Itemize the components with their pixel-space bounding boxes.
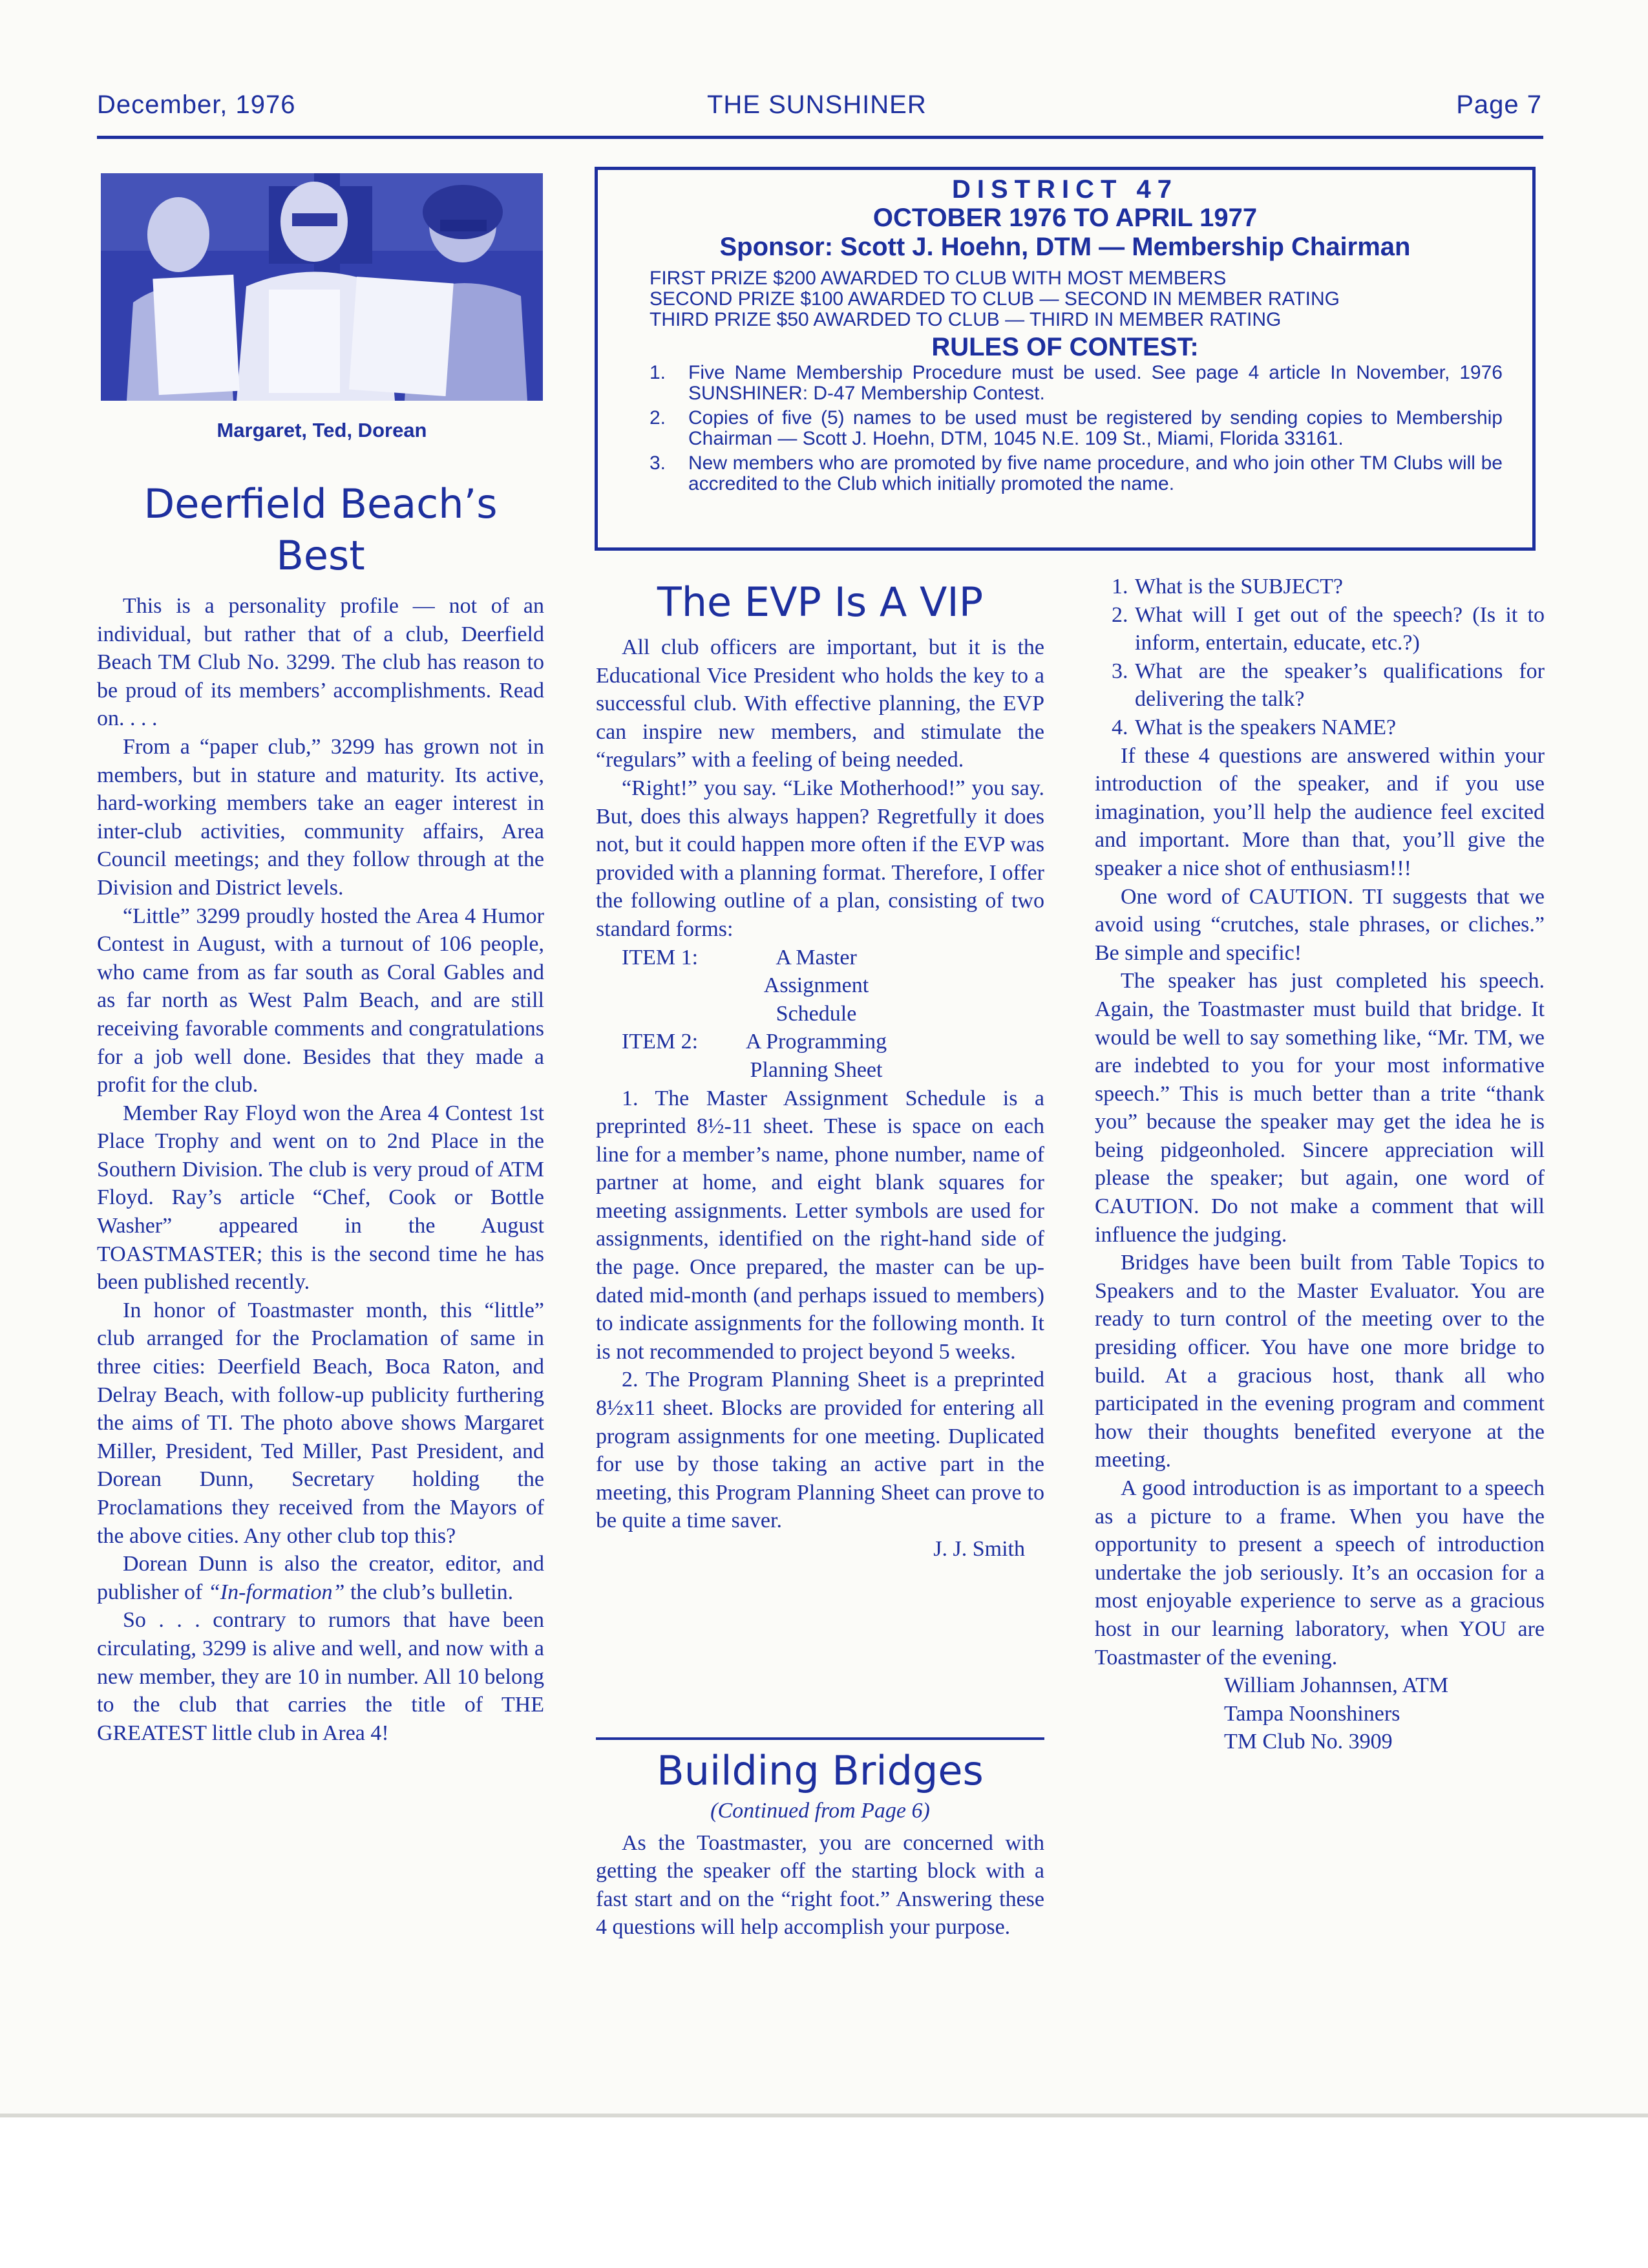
rule-number: 1. xyxy=(650,362,666,383)
closing-line: William Johannsen, ATM xyxy=(1224,1673,1449,1698)
question-text: What is the SUBJECT? xyxy=(1135,575,1344,599)
rule-item xyxy=(598,453,1503,494)
paragraph xyxy=(97,1550,544,1606)
question-list xyxy=(1095,573,1545,742)
contest-box xyxy=(595,167,1536,551)
closing-line: TM Club No. 3909 xyxy=(1224,1730,1393,1754)
article-bridges xyxy=(596,1745,1044,1942)
paragraph: “Right!” you say. “Like Motherhood!” you say. But, does this always happen? Regretfully it does not, but it could happen more often if the EVP was provided with a planning format. Therefore, I offer the following outline of a plan, consisting of two standard forms: xyxy=(596,776,1044,941)
item-list xyxy=(596,944,1044,1085)
paragraph: 2. The Program Planning Sheet is a preprinted 8½x11 sheet. Blocks are provided for entering all program assignments for one meeting. Duplicated for use by those taking an active part in the meeting, this Program Planning Sheet can prove to be quite a time saver. xyxy=(596,1368,1044,1533)
item-row xyxy=(596,944,1044,1028)
prize-line: THIRD PRIZE $50 AWARDED TO CLUB — THIRD IN MEMBER RATING xyxy=(650,309,1282,330)
question-item xyxy=(1095,714,1545,742)
bulletin-name: “In-formation” xyxy=(207,1580,345,1604)
rule-text: Copies of five (5) names to be used must be registered by sending copies to Membership Chairman — Scott J. Hoehn, DTM, 1045 N.E. 109 St., Miami, Florida 33161. xyxy=(688,407,1503,449)
contest-dates: OCTOBER 1976 TO APRIL 1977 xyxy=(872,204,1258,232)
question-item xyxy=(1095,601,1545,657)
question-number: 1. xyxy=(1112,575,1128,599)
item-label: ITEM 2: xyxy=(622,1030,699,1054)
photo-image xyxy=(101,173,543,401)
rule-text: Five Name Membership Procedure must be used. See page 4 article In November, 1976 SUNSHINER: D-47 Membership Contest. xyxy=(688,362,1503,404)
page-number: Page 7 xyxy=(1456,90,1542,119)
rule-number: 3. xyxy=(650,452,666,474)
page-edge xyxy=(0,2114,1648,2117)
section-divider xyxy=(596,1737,1044,1740)
item-row xyxy=(596,1028,1044,1084)
paragraph: Bridges have been built from Table Topics to Speakers and to the Master Evaluator. You are ready to turn control of the meeting over to the presiding officer. You have one more bridge to build. At a gracious host, thank all who participated in the evening program and comment how their thoughts benefited everyone at the meeting. xyxy=(1095,1251,1545,1472)
paragraph: A good introduction is as important to a speech as a picture to a frame. When you have the opportunity to present a speech of introduction undertake the job seriously. It’s an occasion for a most enjoyable experience to serve as a gracious host in our learning laboratory, when YOU are Toastmaster of the evening. xyxy=(1095,1476,1545,1669)
prize-line: FIRST PRIZE $200 AWARDED TO CLUB WITH MOST MEMBERS xyxy=(650,268,1227,289)
issue-date: December, 1976 xyxy=(97,90,296,119)
article-evp xyxy=(596,577,1044,1563)
rule-item xyxy=(598,363,1503,404)
continued-note: (Continued from Page 6) xyxy=(710,1799,930,1823)
question-text: What are the speaker’s qualifications for delivering the talk? xyxy=(1135,659,1545,712)
paragraph: In honor of Toastmaster month, this “little” club arranged for the Proclamation of same in three cities: Deerfield Beach, Boca Raton, and Delray Beach, with follow-up publicity furthering the aims of TI. The photo above shows Margaret Miller, President, Ted Miller, Past President, and Dorean Dunn, Secretary holding the Proclamations they received from the Mayors of the above cities. Any other club top this? xyxy=(97,1298,544,1548)
item-text: A Programming Planning Sheet xyxy=(745,1030,887,1082)
rules-list xyxy=(598,363,1532,494)
rule-item xyxy=(598,408,1503,449)
question-item xyxy=(1095,573,1545,601)
article-title: Building Bridges xyxy=(657,1747,984,1794)
author-signature: J. J. Smith xyxy=(933,1537,1025,1561)
paragraph: The speaker has just completed his speech. Again, the Toastmaster must build that bridge. It would be well to say something like, “Mr. TM, we are indebted to you for your most informative speech.” This is much better than a trite “thank you” because the speaker may get the idea he is being pidgeonholed. Sincere appreciation will please the speaker; but again, one word of CAUTION. Do not make a comment that will influence the judging. xyxy=(1095,969,1545,1247)
question-text: What is the speakers NAME? xyxy=(1135,715,1397,739)
rule-text: New members who are promoted by five name procedure, and who join other TM Clubs will be accredited to the Club which initially promoted the name. xyxy=(688,452,1503,494)
paragraph: From a “paper club,” 3299 has grown not in members, but in stature and maturity. Its active, hard-working members take an eager interest in inter-club activities, community affairs, Area Council meetings; and they follow through at the Division and District levels. xyxy=(97,734,544,900)
paragraph-text: the club’s bulletin. xyxy=(344,1580,514,1604)
prize-list xyxy=(598,268,1532,330)
article-deerfield xyxy=(97,478,544,1747)
rule-number: 2. xyxy=(650,407,666,429)
question-number: 3. xyxy=(1112,659,1128,683)
photo-caption: Margaret, Ted, Dorean xyxy=(217,419,427,441)
article-title: The EVP Is A VIP xyxy=(657,578,984,626)
question-item xyxy=(1095,657,1545,714)
article-bridges-continued xyxy=(1095,573,1545,1756)
paragraph: One word of CAUTION. TI suggests that we avoid using “crutches, stale phrases, or cliches.” Be simple and specific! xyxy=(1095,884,1545,965)
paragraph: Member Ray Floyd won the Area 4 Contest 1st Place Trophy and went on to 2nd Place in the Southern Division. The club is very proud of ATM Floyd. Ray’s article “Chef, Cook or Bottle Washer” appeared in the August TOASTMASTER; this is the second time he has been published recently. xyxy=(97,1101,544,1295)
item-label: ITEM 1: xyxy=(622,945,699,970)
question-text: What will I get out of the speech? (Is it to inform, entertain, educate, etc.?) xyxy=(1135,602,1545,655)
paragraph: This is a personality profile — not of an individual, but rather that of a club, Deerfield Beach TM Club No. 3299. The club has reason to be proud of its members’ accomplishments. Read on. . . . xyxy=(97,594,544,731)
question-number: 4. xyxy=(1112,715,1128,739)
contest-district: DISTRICT 47 xyxy=(951,175,1179,204)
closing-line: Tampa Noonshiners xyxy=(1224,1701,1400,1726)
paragraph: As the Toastmaster, you are concerned with getting the speaker off the starting block with a fast start and on the “right foot.” Answering these 4 questions will help accomplish your purpose. xyxy=(596,1830,1044,1940)
club-photo xyxy=(101,173,543,401)
question-number: 2. xyxy=(1112,602,1128,627)
paragraph: If these 4 questions are answered within your introduction of the speaker, and if you use imagination, you’ll help the audience feel excited and important. More than that, you’ll give the speaker a nice shot of enthusiasm!!! xyxy=(1095,743,1545,880)
paragraph: “Little” 3299 proudly hosted the Area 4 Humor Contest in August, with a turnout of 106 people, who came from as far south as Coral Gables and as far north as West Palm Beach, and are still receiving favorable comments and congratulations for a job well done. Besides that they made a profit for the club. xyxy=(97,904,544,1097)
publication-title: THE SUNSHINER xyxy=(707,90,927,119)
paragraph: 1. The Master Assignment Schedule is a preprinted 8½-11 sheet. These is space on each line for a member’s name, phone number, name of partner at home, and eight blank squares for meeting assignments. Letter symbols are used for assignments, identified on the right-hand side of the page. Once prepared, the master can be up-dated mid-month (and perhaps issued to members) to indicate assignments for the following month. It is not recommended to project beyond 5 weeks. xyxy=(596,1086,1044,1364)
rules-heading: RULES OF CONTEST: xyxy=(931,333,1199,361)
contest-sponsor: Sponsor: Scott J. Hoehn, DTM — Membership Chairman xyxy=(719,233,1411,261)
prize-line: SECOND PRIZE $100 AWARDED TO CLUB — SECOND IN MEMBER RATING xyxy=(650,288,1340,310)
header-rule xyxy=(97,136,1543,139)
paragraph: So . . . contrary to rumors that have been circulating, 3299 is alive and well, and now with a new member, they are 10 in number. All 10 belong to the club that carries the title of THE GREATEST little club in Area 4! xyxy=(97,1608,544,1745)
paragraph: All club officers are important, but it is the Educational Vice President who holds the key to a successful club. With effective planning, the EVP can inspire new members, and stimulate the “regulars” with a feeling of being needed. xyxy=(596,635,1044,772)
item-text: A Master Assignment Schedule xyxy=(763,945,869,1026)
paragraph-text: Dorean Dunn is also the creator, editor, and publisher of xyxy=(97,1552,544,1604)
article-title: Deerfield Beach’s Best xyxy=(143,480,498,579)
